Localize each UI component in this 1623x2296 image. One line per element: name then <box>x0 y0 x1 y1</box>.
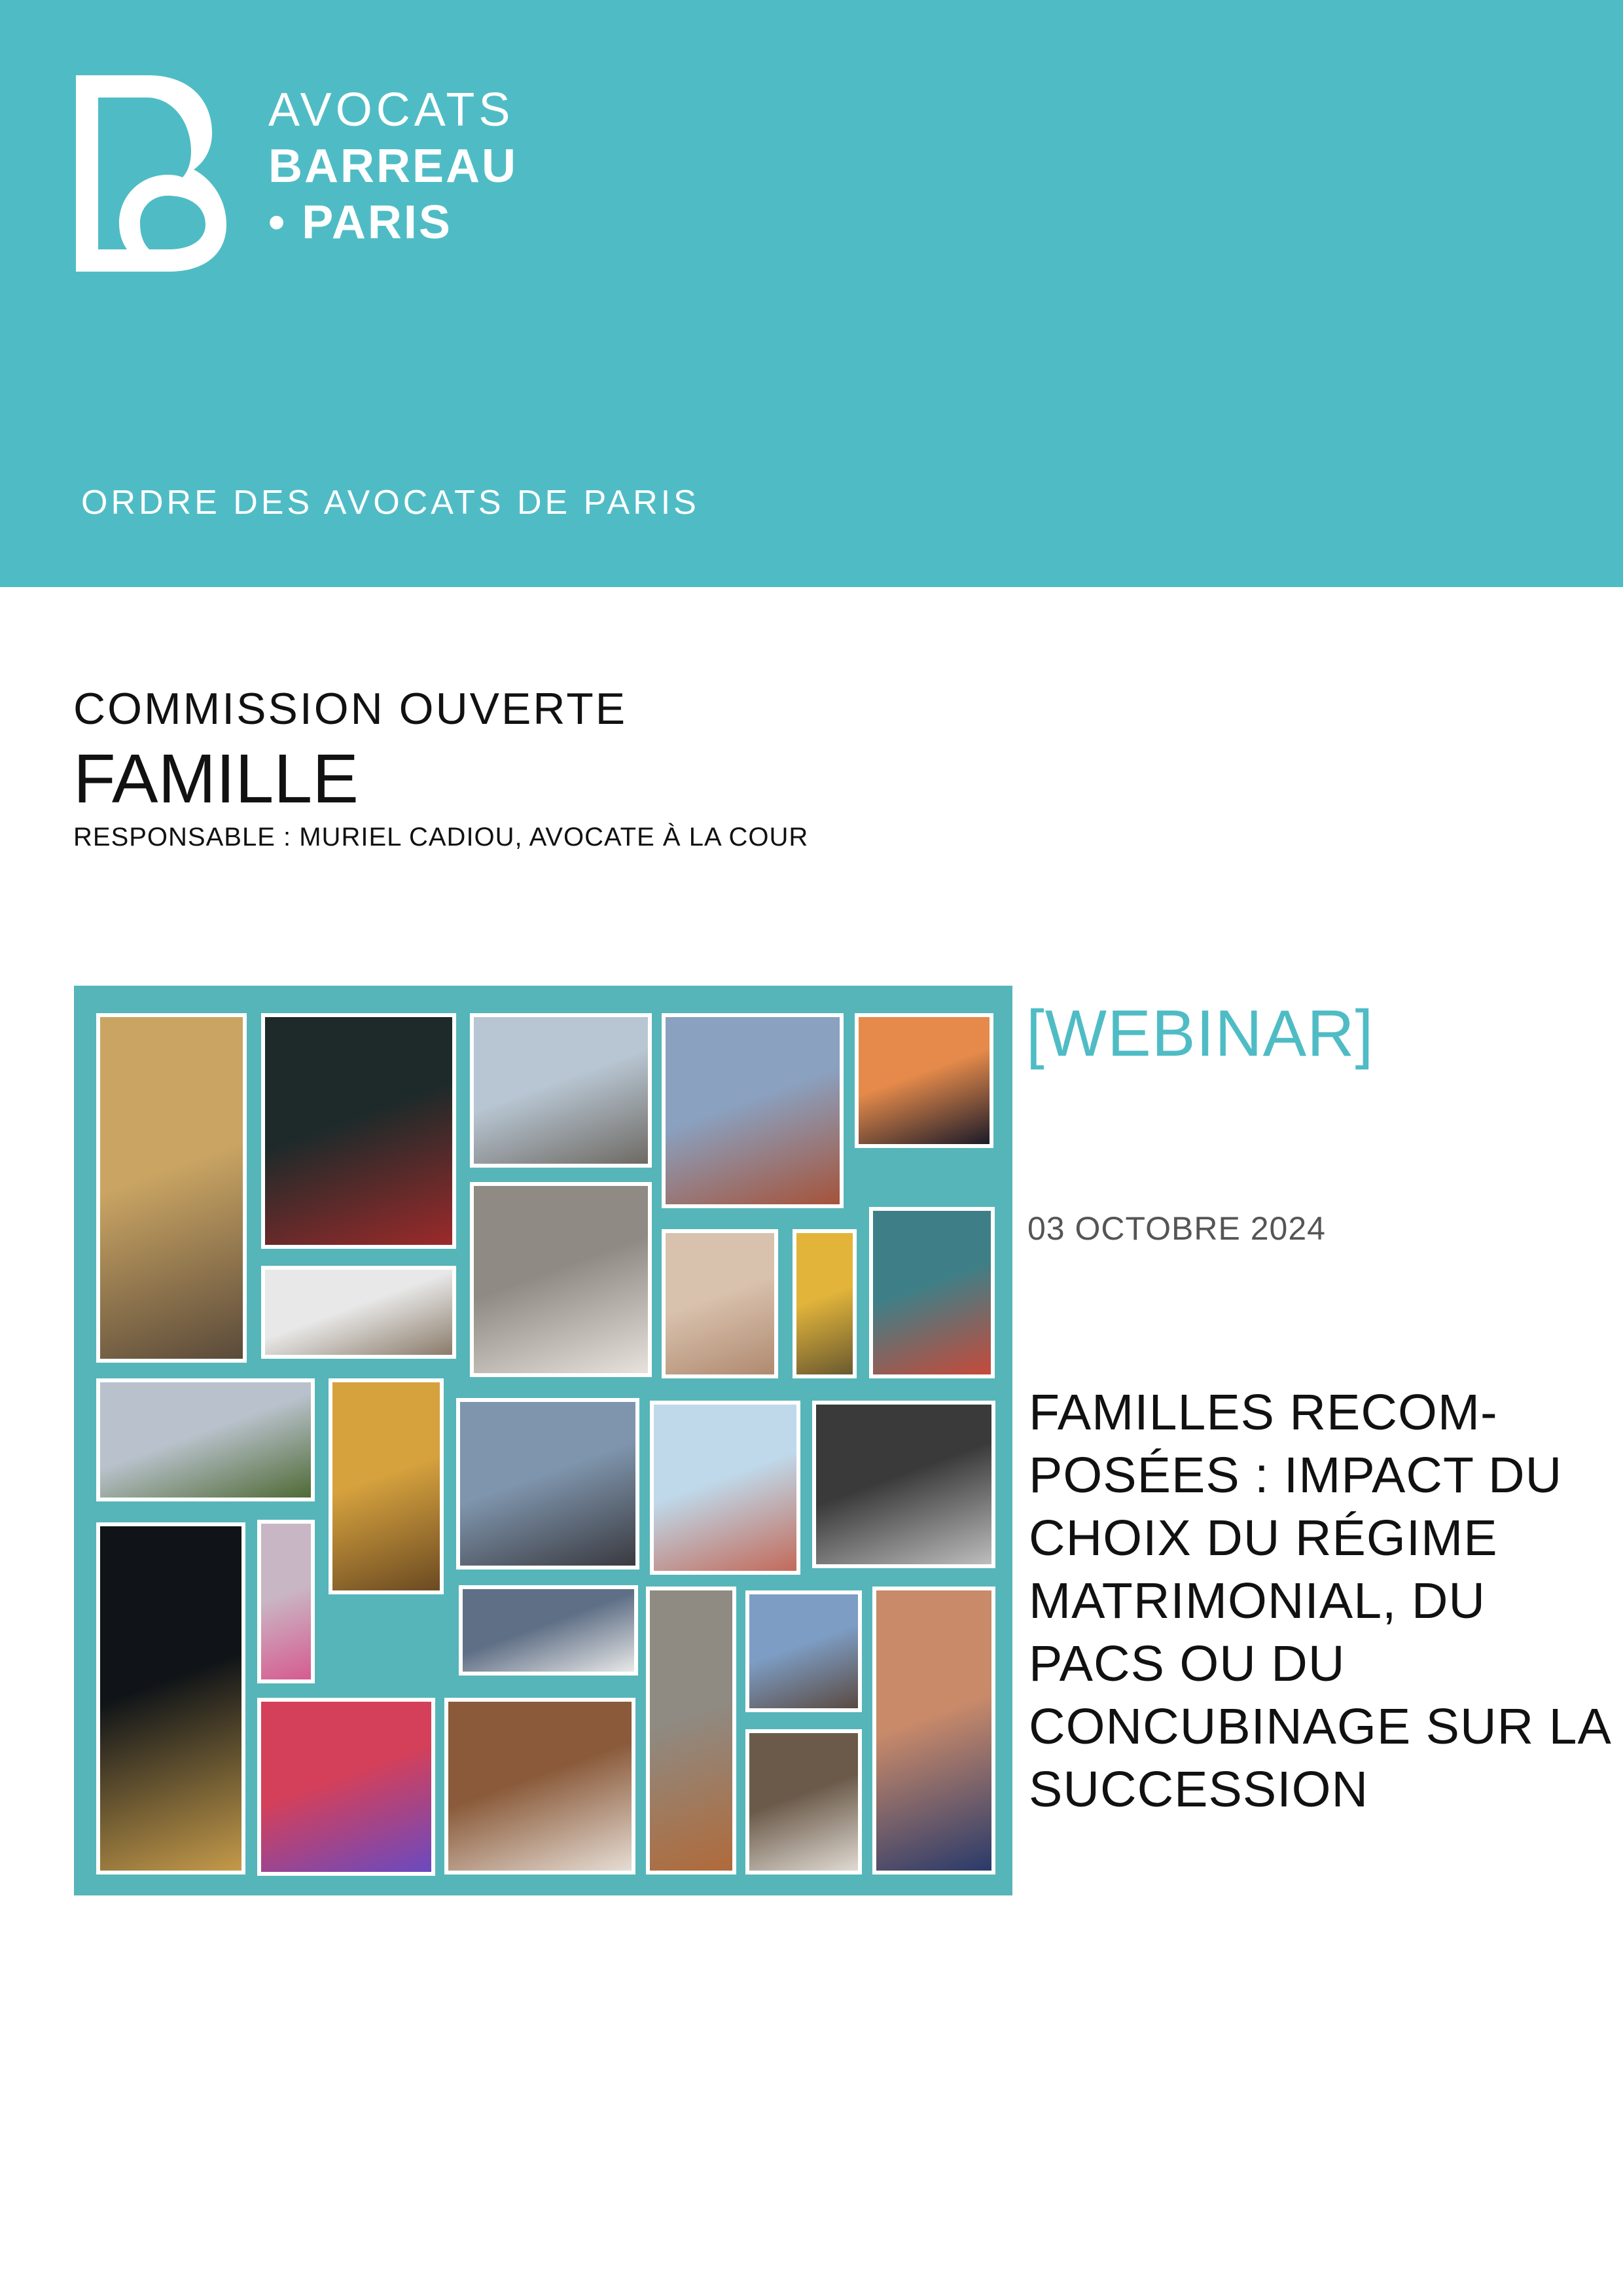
skyscraper-night-photo <box>96 1522 245 1874</box>
miniature-houses-photo <box>459 1585 638 1676</box>
castle-lawn-photo <box>96 1378 315 1501</box>
hands-baby-photo <box>662 1229 778 1378</box>
children-hugging-field-photo <box>96 1013 247 1363</box>
event-title-line: MATRIMONIAL, DU <box>1029 1573 1486 1629</box>
prague-city-photo <box>662 1013 844 1208</box>
commission-block <box>73 681 808 855</box>
logo-line-avocats: AVOCATS <box>268 84 514 136</box>
little-girl-photo <box>257 1520 315 1683</box>
family-bed-photo <box>444 1698 635 1874</box>
event-title-line: SUCCESSION <box>1029 1761 1369 1818</box>
building-balconies-photo <box>261 1266 456 1359</box>
couple-seaside-photo <box>456 1398 639 1570</box>
shoes-cobblestone-photo <box>646 1587 736 1874</box>
logo-line-paris: • PARIS <box>268 196 452 249</box>
commission-responsable: RESPONSABLE : MURIEL CADIOU, AVOCATE À LA COUR <box>73 823 809 852</box>
webinar-label <box>1026 996 1374 1071</box>
old-house-photo <box>745 1590 862 1712</box>
autumn-path-couple-photo <box>329 1378 444 1594</box>
photo-collage <box>74 986 1012 1895</box>
barreau-logo-icon <box>76 75 226 272</box>
grandmother-child-bw-photo <box>812 1401 995 1568</box>
woman-child-photo <box>745 1729 862 1874</box>
logo-line-barreau: BARREAU <box>268 140 518 192</box>
event-title-line: PACS OU DU <box>1029 1636 1346 1692</box>
event-title-line: CHOIX DU RÉGIME <box>1029 1510 1498 1566</box>
bracket-close: ] <box>1355 997 1374 1070</box>
header-subtitle: ORDRE DES AVOCATS DE PARIS <box>81 484 700 522</box>
event-title-line: FAMILLES RECOM- <box>1029 1384 1498 1441</box>
event-title <box>1029 1381 1612 1821</box>
stacked-hands-photo <box>872 1587 995 1874</box>
colorful-family-photo <box>257 1698 435 1876</box>
header-banner <box>0 0 1623 587</box>
event-title-line: POSÉES : IMPACT DU <box>1029 1447 1563 1503</box>
grandfather-baby-photo <box>470 1182 652 1377</box>
commission-label: COMMISSION OUVERTE <box>73 684 628 734</box>
sunset-family-silhouette-photo <box>855 1013 993 1148</box>
bracket-open: [ <box>1026 997 1045 1070</box>
parisian-building-photo <box>650 1401 800 1575</box>
logo-wordmark <box>268 82 518 251</box>
smiling-couple-photo <box>869 1207 995 1378</box>
elderly-man-bench-photo <box>470 1013 652 1168</box>
yellow-facade-photo <box>793 1229 857 1378</box>
event-title-line: CONCUBINAGE SUR LA <box>1029 1698 1612 1755</box>
webinar-text: WEBINAR <box>1044 997 1355 1070</box>
commission-name: FAMILLE <box>73 740 359 817</box>
event-date: 03 OCTOBRE 2024 <box>1027 1210 1326 1247</box>
girls-playing-dark-photo <box>261 1013 456 1249</box>
